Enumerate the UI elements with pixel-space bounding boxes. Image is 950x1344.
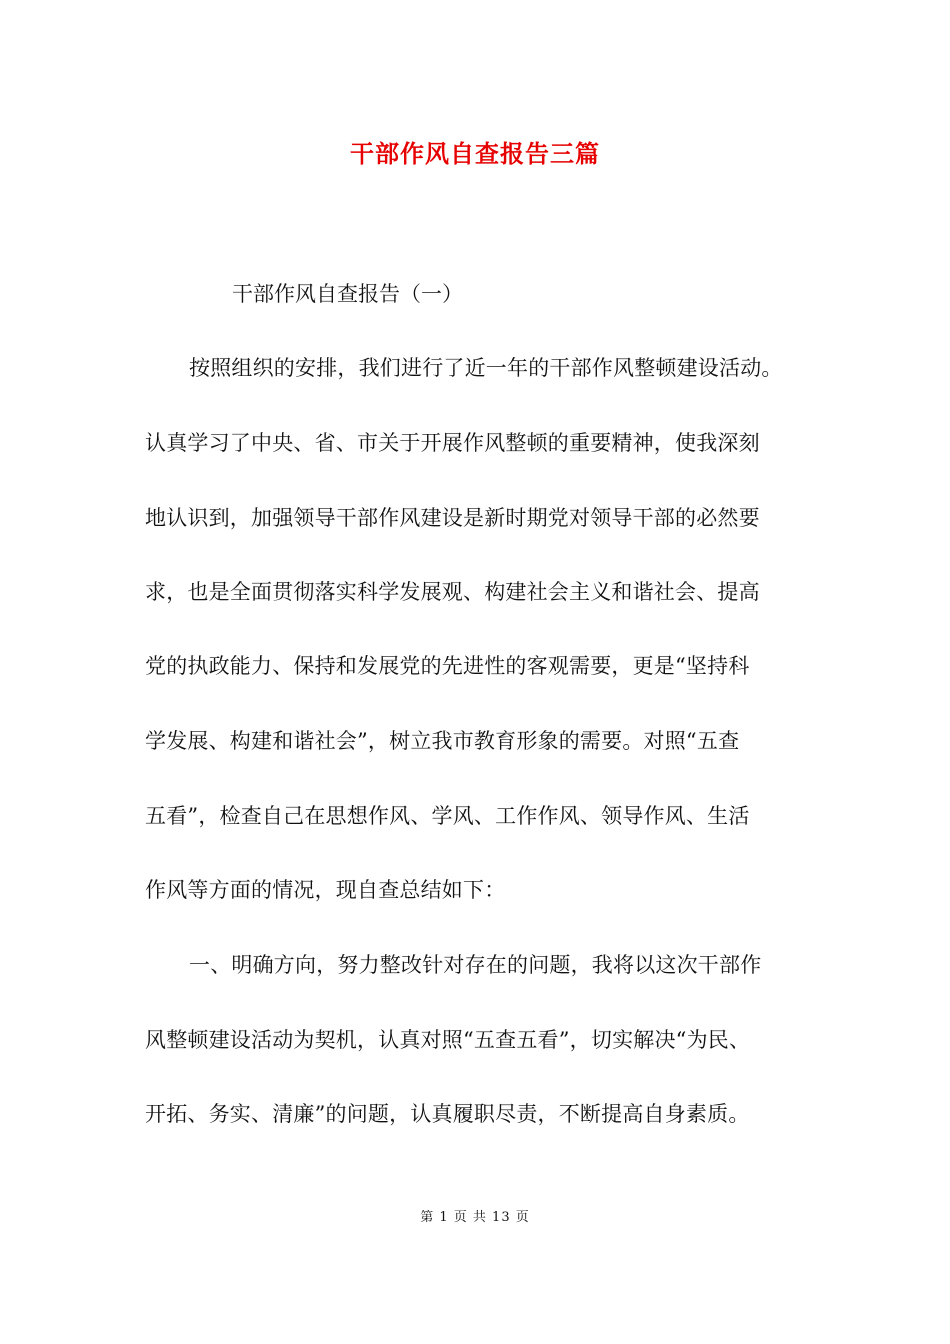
body-line-6: 学发展、构建和谐社会”，树立我市教育形象的需要。对照“五查 xyxy=(145,729,740,753)
body-line-9: 一、明确方向，努力整改针对存在的问题，我将以这次干部作 xyxy=(189,953,762,977)
body-line-10: 风整顿建设活动为契机，认真对照“五查五看”，切实解决“为民、 xyxy=(145,1028,751,1052)
document-title: 干部作风自查报告三篇 xyxy=(350,139,600,168)
body-line-2: 认真学习了中央、省、市关于开展作风整顿的重要精神，使我深刻 xyxy=(145,431,760,455)
body-line-5: 党的执政能力、保持和发展党的先进性的客观需要，更是“坚持科 xyxy=(145,654,750,678)
body-line-1: 按照组织的安排，我们进行了近一年的干部作风整顿建设活动。 xyxy=(189,356,783,380)
body-line-3: 地认识到，加强领导干部作风建设是新时期党对领导干部的必然要 xyxy=(145,506,760,530)
body-line-11: 开拓、务实、清廉”的问题，认真履职尽责，不断提高自身素质。 xyxy=(145,1102,750,1126)
body-line-7: 五看”，检查自己在思想作风、学风、工作作风、领导作风、生活 xyxy=(145,804,750,828)
page-number-footer: 第 1 页 共 13 页 xyxy=(420,1210,530,1225)
body-line-4: 求，也是全面贯彻落实科学发展观、构建社会主义和谐社会、提高 xyxy=(145,580,760,604)
body-line-8: 作风等方面的情况，现自查总结如下： xyxy=(145,878,506,902)
section-heading: 干部作风自查报告（一） xyxy=(232,282,463,306)
